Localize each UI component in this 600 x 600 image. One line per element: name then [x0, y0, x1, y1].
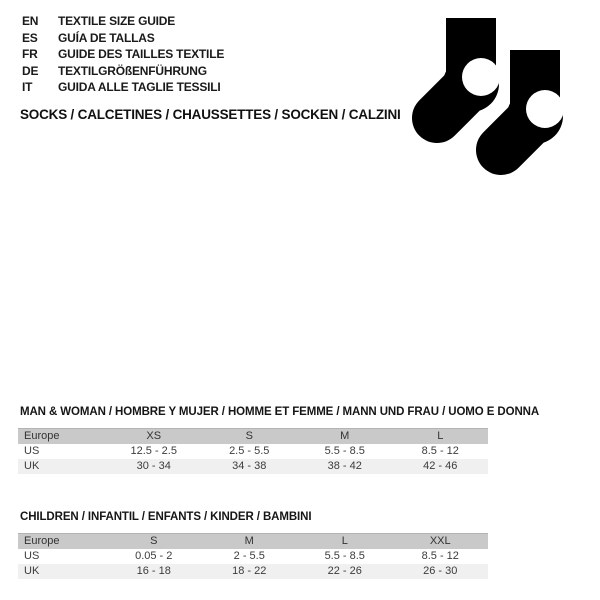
table-header-row — [18, 429, 488, 445]
language-code: FR — [22, 47, 38, 62]
size-value: 30 - 34 — [136, 460, 171, 472]
table-row-us — [18, 444, 488, 459]
language-label: GUÍA DE TALLAS — [58, 30, 155, 45]
language-label: GUIDE DES TAILLES TEXTILE — [58, 47, 225, 62]
size-value: 8.5 - 12 — [421, 445, 459, 457]
sock-left-icon — [437, 18, 500, 118]
table-row-us — [18, 549, 488, 564]
children-table-section — [18, 510, 488, 579]
column-header-size: M — [297, 429, 393, 445]
size-value: 5.5 - 8.5 — [324, 445, 365, 457]
column-header-region: Europe — [18, 534, 106, 550]
row-label: UK — [24, 460, 40, 472]
column-header-size: XS — [106, 429, 202, 445]
column-header-size: S — [106, 534, 202, 550]
row-label: UK — [24, 565, 40, 577]
table-row-uk — [18, 459, 488, 474]
size-value: 38 - 42 — [327, 460, 362, 472]
size-value: 5.5 - 8.5 — [324, 550, 365, 562]
pair-of-socks-icon — [398, 8, 568, 188]
size-value: 2 - 5.5 — [233, 550, 265, 562]
column-header-region: Europe — [18, 429, 106, 445]
sock-right-icon — [501, 50, 564, 150]
language-label: GUIDA ALLE TAGLIE TESSILI — [58, 80, 221, 95]
category-title: SOCKS / CALCETINES / CHAUSSETTES / SOCKEN / CALZINI — [20, 107, 401, 122]
column-header-size: S — [202, 429, 298, 445]
size-value: 12.5 - 2.5 — [130, 445, 177, 457]
column-header-size: M — [202, 534, 298, 550]
row-label: US — [24, 550, 40, 562]
column-header-size: L — [297, 534, 393, 550]
man-woman-table-title: MAN & WOMAN / HOMBRE Y MUJER / HOMME ET FEMME / MANN UND FRAU / UOMO E DONNA — [20, 406, 540, 418]
language-label: TEXTILGRÖßENFÜHRUNG — [58, 63, 207, 78]
size-value: 26 - 30 — [423, 565, 458, 577]
language-code: IT — [22, 80, 33, 95]
size-value: 18 - 22 — [232, 565, 267, 577]
row-label: US — [24, 445, 40, 457]
language-row-en — [22, 13, 224, 30]
children-table-title: CHILDREN / INFANTIL / ENFANTS / KINDER / BAMBINI — [20, 511, 312, 523]
language-code: DE — [22, 63, 39, 78]
size-value: 16 - 18 — [136, 565, 171, 577]
column-header-size: L — [393, 429, 489, 445]
language-row-es — [22, 30, 224, 47]
children-size-table — [18, 533, 488, 579]
language-row-fr — [22, 46, 224, 63]
size-value: 42 - 46 — [423, 460, 458, 472]
size-value: 0.05 - 2 — [135, 550, 173, 562]
language-code: EN — [22, 14, 39, 28]
table-row-uk — [18, 564, 488, 579]
language-row-it — [22, 79, 224, 96]
man-woman-table-section — [18, 405, 540, 474]
size-value: 8.5 - 12 — [421, 550, 459, 562]
language-label: TEXTILE SIZE GUIDE — [58, 14, 176, 28]
table-header-row — [18, 534, 488, 550]
language-list — [22, 13, 224, 96]
size-value: 22 - 26 — [327, 565, 362, 577]
man-woman-size-table — [18, 428, 488, 474]
size-value: 2.5 - 5.5 — [229, 445, 270, 457]
language-row-de — [22, 63, 224, 80]
language-code: ES — [22, 30, 38, 45]
size-value: 34 - 38 — [232, 460, 267, 472]
column-header-size: XXL — [393, 534, 489, 550]
